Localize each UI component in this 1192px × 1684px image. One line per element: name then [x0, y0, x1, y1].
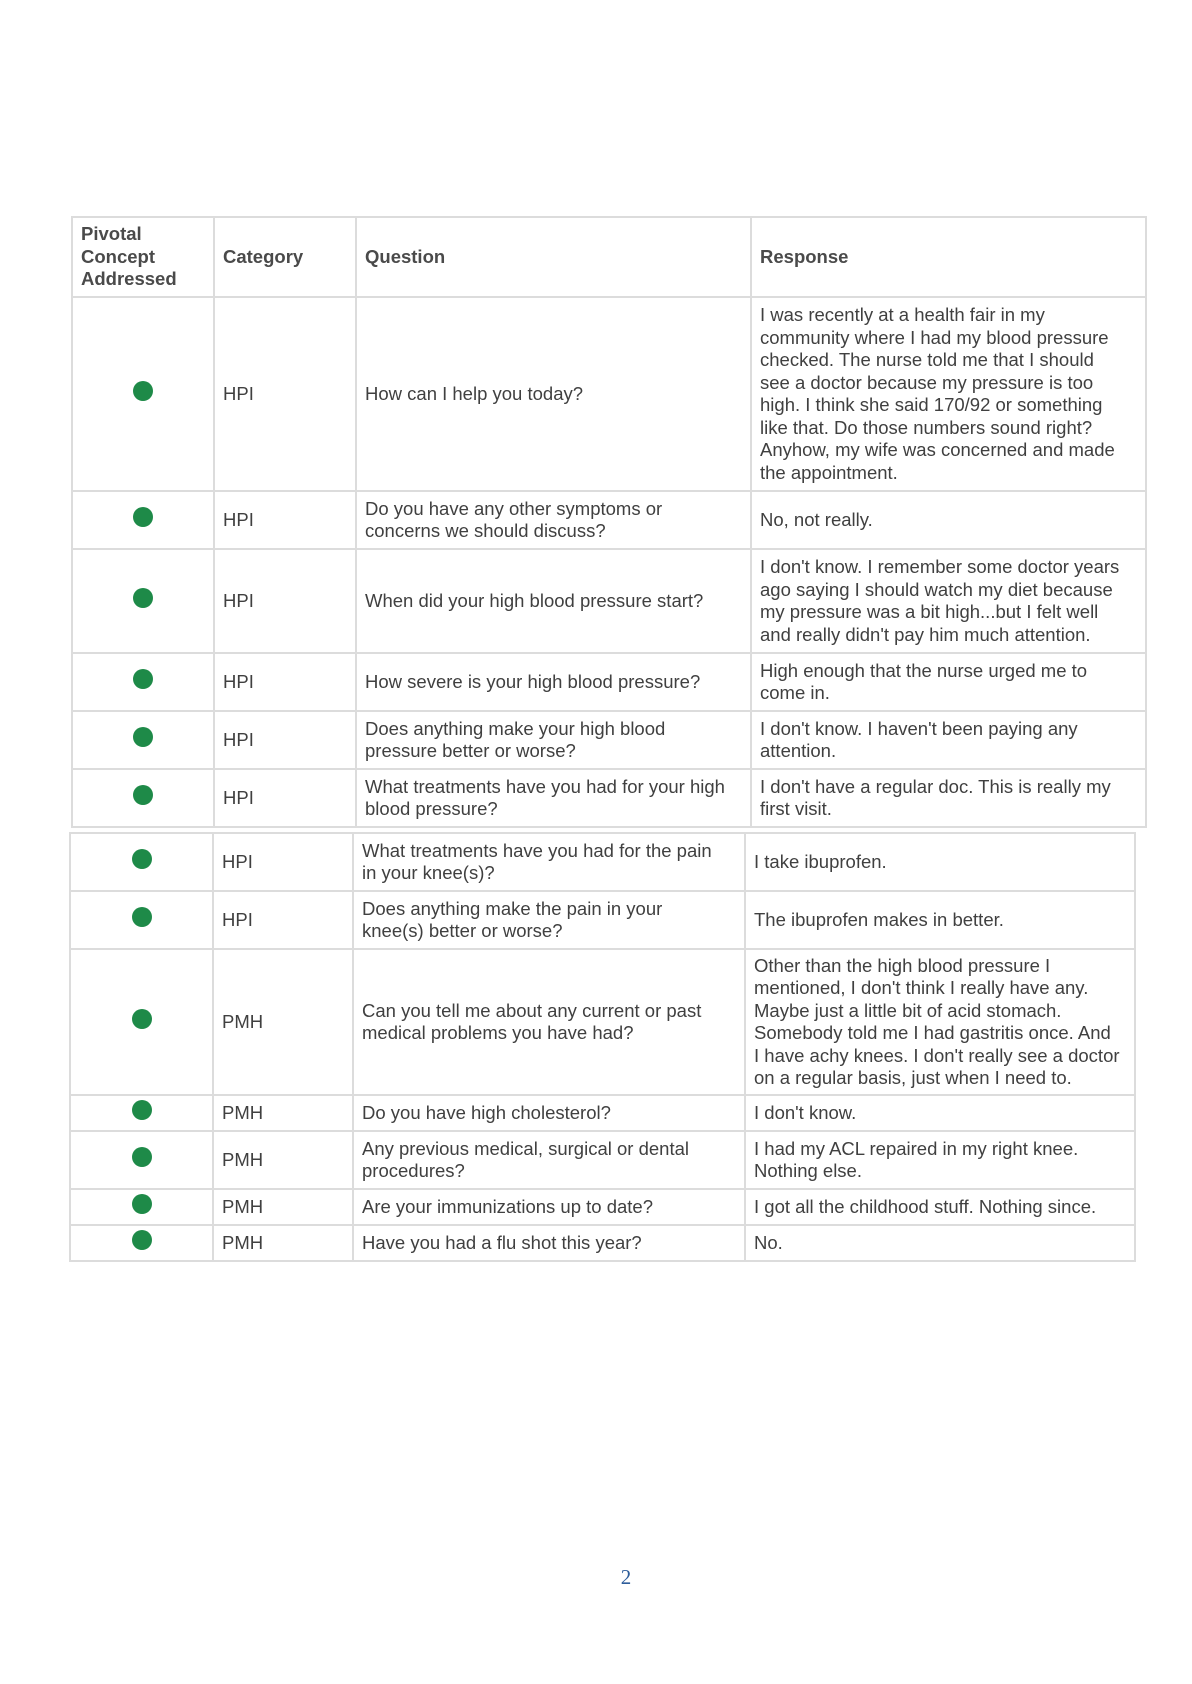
category-cell-text: PMH	[222, 1148, 264, 1170]
category-cell	[213, 891, 353, 949]
response-cell	[751, 491, 1146, 549]
question-cell-text: Do you have high cholesterol?	[362, 1101, 611, 1123]
category-cell	[214, 297, 356, 491]
category-cell	[213, 833, 353, 891]
table-row	[72, 769, 1146, 827]
question-cell-text: Do you have any other symptoms or concerns we should discuss?	[365, 497, 663, 541]
pivotal-indicator-dot-icon	[133, 507, 153, 527]
response-cell-text: I was recently at a health fair in my community where I had my blood pressure checked. The nurse told me that I should see a doctor because my pressure is too high. I think she said 170/92 or something like that. Do those numbers sound right? Anyhow, my wife was concerned and made the appointment.	[760, 304, 1115, 483]
interview-table-part-1	[71, 216, 1147, 828]
response-cell-text: I don't have a regular doc. This is really my first visit.	[760, 775, 1111, 819]
response-cell-text: I got all the childhood stuff. Nothing since.	[754, 1195, 1097, 1217]
table-row	[70, 949, 1135, 1095]
interview-table-part-2	[69, 832, 1136, 1262]
pivotal-indicator-dot-icon	[132, 849, 152, 869]
pivotal-cell	[70, 949, 213, 1095]
question-cell	[356, 769, 751, 827]
response-cell	[745, 949, 1135, 1095]
response-cell	[751, 711, 1146, 769]
pivotal-cell	[72, 297, 214, 491]
question-cell-text: Can you tell me about any current or past medical problems you have had?	[362, 999, 702, 1043]
category-cell	[214, 769, 356, 827]
pivotal-indicator-dot-icon	[133, 669, 153, 689]
pivotal-indicator-dot-icon	[132, 1100, 152, 1120]
response-cell	[751, 297, 1146, 491]
category-cell-text: PMH	[222, 1195, 264, 1217]
category-cell-text: HPI	[223, 508, 254, 530]
pivotal-cell	[70, 1095, 213, 1131]
category-cell	[214, 549, 356, 653]
question-cell	[353, 833, 745, 891]
category-cell	[213, 1095, 353, 1131]
pivotal-indicator-dot-icon	[132, 1009, 152, 1029]
category-cell-text: PMH	[222, 1231, 264, 1253]
table-row	[72, 491, 1146, 549]
response-cell-text: I had my ACL repaired in my right knee. Nothing else.	[754, 1137, 1079, 1181]
table-row	[70, 1189, 1135, 1225]
table-row	[72, 711, 1146, 769]
response-cell-text: Other than the high blood pressure I mentioned, I don't think I really have any. Maybe just a little bit of acid stomach. Somebody told me I had gastritis once. And I have achy knees. I don't really see a doctor on a regular basis, just when I need to.	[754, 954, 1120, 1088]
response-cell-text: High enough that the nurse urged me to come in.	[760, 659, 1088, 703]
response-cell	[751, 653, 1146, 711]
question-cell-text: Are your immunizations up to date?	[362, 1195, 654, 1217]
table-row	[72, 653, 1146, 711]
response-cell	[745, 1225, 1135, 1261]
question-cell-text: How can I help you today?	[365, 382, 584, 404]
pivotal-cell	[72, 711, 214, 769]
pivotal-cell	[70, 891, 213, 949]
response-cell-text: I don't know. I haven't been paying any attention.	[760, 717, 1078, 761]
question-cell	[356, 297, 751, 491]
category-cell-text: HPI	[222, 850, 253, 872]
category-cell	[213, 1189, 353, 1225]
table-row	[70, 891, 1135, 949]
page-number: 2	[620, 1565, 632, 1589]
question-cell	[356, 653, 751, 711]
table-row	[72, 297, 1146, 491]
category-cell-text: PMH	[222, 1010, 264, 1032]
pivotal-indicator-dot-icon	[132, 907, 152, 927]
table-row	[72, 549, 1146, 653]
pivotal-indicator-dot-icon	[132, 1230, 152, 1250]
question-cell	[356, 711, 751, 769]
header-pivotal-concept: Pivotal Concept Addressed	[72, 217, 214, 297]
header-question: Question	[356, 217, 751, 297]
pivotal-indicator-dot-icon	[133, 588, 153, 608]
pivotal-cell	[70, 1131, 213, 1189]
table-row	[70, 833, 1135, 891]
pivotal-indicator-dot-icon	[133, 381, 153, 401]
question-cell-text: What treatments have you had for your high blood pressure?	[365, 775, 725, 819]
pivotal-cell	[70, 1189, 213, 1225]
pivotal-indicator-dot-icon	[132, 1194, 152, 1214]
category-cell-text: HPI	[223, 728, 254, 750]
question-cell	[353, 949, 745, 1095]
table-row	[70, 1095, 1135, 1131]
response-cell	[745, 1095, 1135, 1131]
question-cell	[353, 1131, 745, 1189]
question-cell-text: Does anything make the pain in your knee(s) better or worse?	[362, 897, 663, 941]
response-cell	[745, 1189, 1135, 1225]
category-cell	[214, 711, 356, 769]
pivotal-cell	[70, 1225, 213, 1261]
response-cell	[745, 833, 1135, 891]
response-cell-text: No.	[754, 1231, 783, 1253]
pivotal-indicator-dot-icon	[132, 1147, 152, 1167]
category-cell	[213, 949, 353, 1095]
pivotal-indicator-dot-icon	[133, 785, 153, 805]
question-cell-text: When did your high blood pressure start?	[365, 589, 704, 611]
category-cell	[213, 1131, 353, 1189]
response-cell-text: The ibuprofen makes in better.	[754, 908, 1004, 930]
pivotal-cell	[72, 491, 214, 549]
pivotal-cell	[72, 549, 214, 653]
response-cell-text: No, not really.	[760, 508, 873, 530]
question-cell	[353, 891, 745, 949]
table-header-row	[72, 217, 1146, 297]
pivotal-indicator-dot-icon	[133, 727, 153, 747]
question-cell	[353, 1189, 745, 1225]
category-cell	[214, 653, 356, 711]
category-cell-text: PMH	[222, 1101, 264, 1123]
table-row	[70, 1225, 1135, 1261]
table-row	[70, 1131, 1135, 1189]
response-cell	[751, 769, 1146, 827]
category-cell	[214, 491, 356, 549]
response-cell	[745, 891, 1135, 949]
question-cell	[353, 1225, 745, 1261]
header-category: Category	[214, 217, 356, 297]
response-cell	[751, 549, 1146, 653]
question-cell-text: Does anything make your high blood pressure better or worse?	[365, 717, 666, 761]
category-cell-text: HPI	[223, 786, 254, 808]
pivotal-cell	[72, 769, 214, 827]
question-cell-text: What treatments have you had for the pain in your knee(s)?	[362, 839, 712, 883]
response-cell-text: I don't know.	[754, 1101, 857, 1123]
question-cell	[356, 491, 751, 549]
category-cell-text: HPI	[223, 382, 254, 404]
category-cell	[213, 1225, 353, 1261]
header-response: Response	[751, 217, 1146, 297]
category-cell-text: HPI	[223, 589, 254, 611]
question-cell	[353, 1095, 745, 1131]
response-cell	[745, 1131, 1135, 1189]
response-cell-text: I take ibuprofen.	[754, 850, 887, 872]
response-cell-text: I don't know. I remember some doctor years ago saying I should watch my diet because my pressure was a bit high...but I felt well and really didn't pay him much attention.	[760, 556, 1120, 645]
question-cell	[356, 549, 751, 653]
category-cell-text: HPI	[222, 908, 253, 930]
question-cell-text: Have you had a flu shot this year?	[362, 1231, 642, 1253]
question-cell-text: How severe is your high blood pressure?	[365, 670, 701, 692]
pivotal-cell	[72, 653, 214, 711]
category-cell-text: HPI	[223, 670, 254, 692]
question-cell-text: Any previous medical, surgical or dental procedures?	[362, 1137, 689, 1181]
pivotal-cell	[70, 833, 213, 891]
